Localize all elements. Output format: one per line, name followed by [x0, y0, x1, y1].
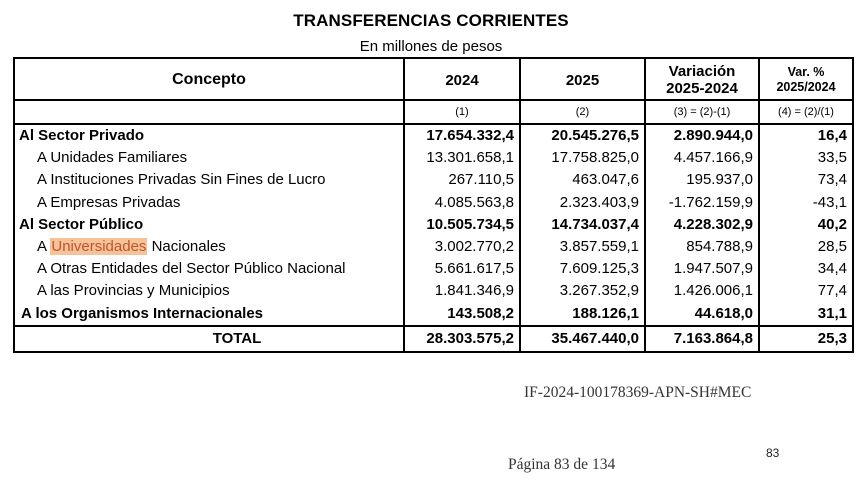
row-concepto: A Unidades Familiares — [14, 147, 404, 169]
header-2024: 2024 — [404, 58, 520, 100]
row-concepto: Al Sector Privado — [14, 124, 404, 147]
page-of-total: Página 83 de 134 — [508, 456, 616, 473]
row-varpct: 34,4 — [759, 258, 853, 280]
row-concepto: A Empresas Privadas — [14, 192, 404, 214]
header-varpct — [759, 58, 853, 100]
row-varpct: 40,2 — [759, 214, 853, 236]
row-2024: 13.301.658,1 — [404, 147, 520, 169]
header-row — [14, 58, 853, 100]
row-varpct: 77,4 — [759, 280, 853, 302]
reference-row — [14, 100, 853, 124]
row-concepto: A Otras Entidades del Sector Público Nacional — [14, 258, 404, 280]
total-varpct: 25,3 — [759, 326, 853, 352]
header-varpct-line2: 2025/2024 — [776, 80, 836, 94]
row-varpct: 16,4 — [759, 124, 853, 147]
header-variacion-line1: Variación — [668, 63, 736, 80]
table-row — [14, 258, 853, 280]
row-variacion: -1.762.159,9 — [645, 192, 759, 214]
row-2025: 2.323.403,9 — [520, 192, 645, 214]
header-concepto: Concepto — [14, 58, 404, 100]
row-2024: 17.654.332,4 — [404, 124, 520, 147]
row-variacion: 2.890.944,0 — [645, 124, 759, 147]
row-concepto — [14, 236, 404, 258]
total-2024: 28.303.575,2 — [404, 326, 520, 352]
ref-4: (4) = (2)/(1) — [759, 100, 853, 124]
row-variacion: 4.457.166,9 — [645, 147, 759, 169]
row-2024: 4.085.563,8 — [404, 192, 520, 214]
row-2025: 17.758.825,0 — [520, 147, 645, 169]
row-varpct: 31,1 — [759, 303, 853, 326]
row-2025: 20.545.276,5 — [520, 124, 645, 147]
table-row — [14, 124, 853, 147]
highlighted-term: Universidades — [51, 238, 147, 256]
ref-3: (3) = (2)-(1) — [645, 100, 759, 124]
row-varpct: 33,5 — [759, 147, 853, 169]
table-subtitle: En millones de pesos — [359, 38, 503, 55]
table-row — [14, 169, 853, 191]
ref-2: (2) — [520, 100, 645, 124]
document-id: IF-2024-100178369-APN-SH#MEC — [524, 384, 752, 401]
row-2025: 14.734.037,4 — [520, 214, 645, 236]
row-2024: 1.841.346,9 — [404, 280, 520, 302]
row-variacion: 1.426.006,1 — [645, 280, 759, 302]
table-row — [14, 280, 853, 302]
header-variacion-line2: 2025-2024 — [666, 80, 738, 97]
row-concepto: A Instituciones Privadas Sin Fines de Lucro — [14, 169, 404, 191]
header-varpct-line1: Var. % — [787, 65, 825, 79]
concepto-prefix: A — [37, 238, 51, 256]
row-2024: 3.002.770,2 — [404, 236, 520, 258]
row-2024: 143.508,2 — [404, 303, 520, 326]
row-variacion: 1.947.507,9 — [645, 258, 759, 280]
row-varpct: -43,1 — [759, 192, 853, 214]
row-2025: 7.609.125,3 — [520, 258, 645, 280]
header-2025: 2025 — [520, 58, 645, 100]
total-label: TOTAL — [14, 326, 404, 352]
table-row — [14, 236, 853, 258]
table-row — [14, 214, 853, 236]
row-2025: 188.126,1 — [520, 303, 645, 326]
total-row — [14, 326, 853, 352]
row-variacion: 4.228.302,9 — [645, 214, 759, 236]
row-2024: 10.505.734,5 — [404, 214, 520, 236]
transfers-table — [13, 57, 854, 353]
row-2024: 5.661.617,5 — [404, 258, 520, 280]
page-number: 83 — [766, 446, 780, 460]
row-varpct: 28,5 — [759, 236, 853, 258]
row-concepto: Al Sector Público — [14, 214, 404, 236]
total-2025: 35.467.440,0 — [520, 326, 645, 352]
row-concepto: A las Provincias y Municipios — [14, 280, 404, 302]
ref-1: (1) — [404, 100, 520, 124]
concepto-suffix: Nacionales — [147, 238, 226, 256]
ref-empty — [14, 100, 404, 124]
total-variacion: 7.163.864,8 — [645, 326, 759, 352]
row-variacion: 854.788,9 — [645, 236, 759, 258]
table-row — [14, 147, 853, 169]
table-row — [14, 303, 853, 326]
row-2025: 3.857.559,1 — [520, 236, 645, 258]
row-variacion: 195.937,0 — [645, 169, 759, 191]
row-variacion: 44.618,0 — [645, 303, 759, 326]
row-2024: 267.110,5 — [404, 169, 520, 191]
row-2025: 463.047,6 — [520, 169, 645, 191]
table-row — [14, 192, 853, 214]
table-title: TRANSFERENCIAS CORRIENTES — [293, 11, 569, 30]
header-variacion — [645, 58, 759, 100]
row-concepto: A los Organismos Internacionales — [14, 303, 404, 326]
row-2025: 3.267.352,9 — [520, 280, 645, 302]
row-varpct: 73,4 — [759, 169, 853, 191]
